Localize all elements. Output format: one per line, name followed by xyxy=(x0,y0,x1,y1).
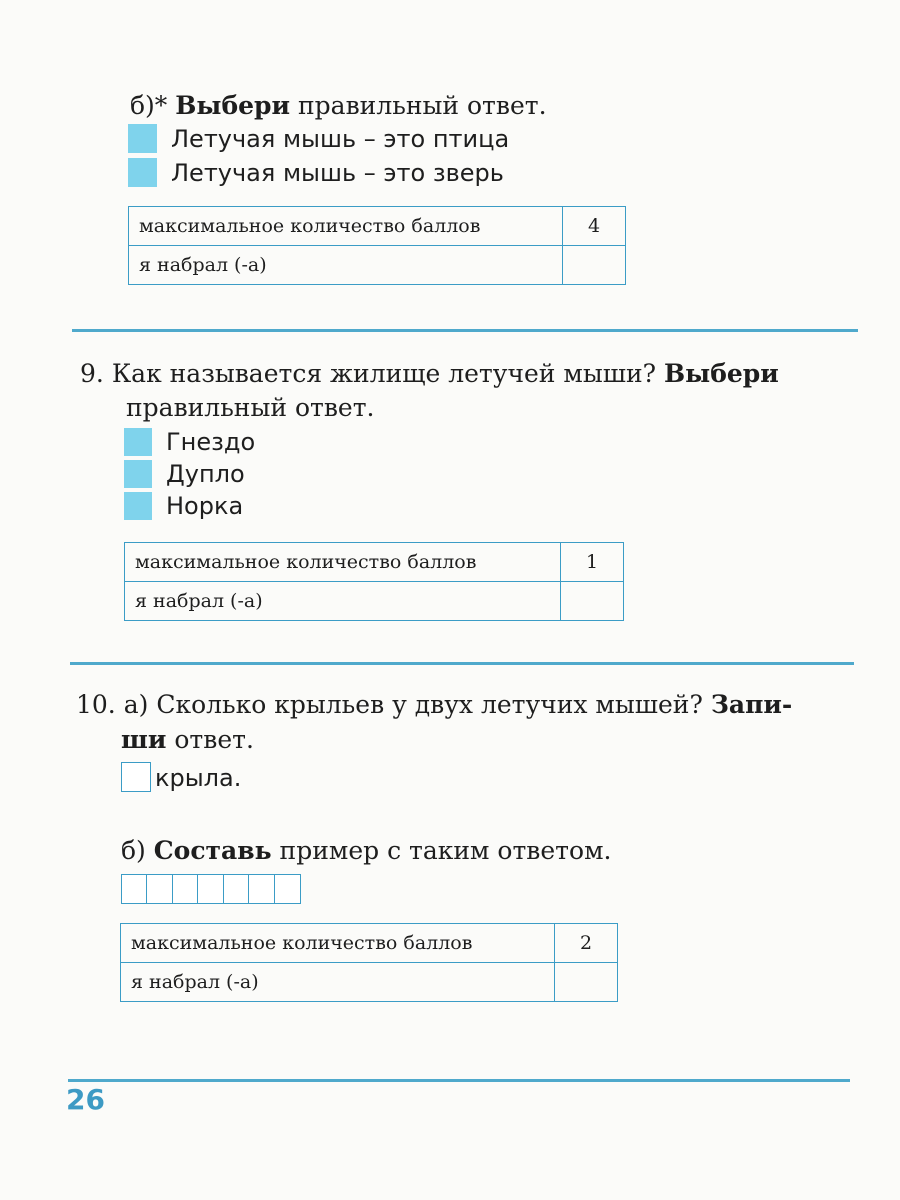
q9-heading xyxy=(80,356,860,392)
answer-cell[interactable] xyxy=(223,874,250,904)
checkbox[interactable] xyxy=(128,158,157,187)
answer-cell[interactable] xyxy=(172,874,199,904)
page-number: 26 xyxy=(66,1083,105,1116)
option-label: Дупло xyxy=(166,460,245,488)
q9-bold-instruction: Выбери xyxy=(664,359,779,388)
q8b-option-1[interactable] xyxy=(128,124,509,153)
max-score-label: максимальное количество баллов xyxy=(129,207,563,246)
earned-score-label: я набрал (-а) xyxy=(129,246,563,285)
q10b-instruction: пример с таким ответом. xyxy=(279,836,612,865)
answer-box[interactable] xyxy=(121,762,151,792)
q10a-instruction: ответ. xyxy=(174,725,254,754)
q10a-label: а) xyxy=(123,690,149,719)
earned-score-field[interactable] xyxy=(561,582,624,621)
q10-number: 10. xyxy=(76,690,116,719)
q10a-question: Сколько крыльев у двух летучих мышей? xyxy=(156,690,703,719)
answer-cell[interactable] xyxy=(121,874,148,904)
checkbox[interactable] xyxy=(124,428,152,456)
checkbox[interactable] xyxy=(128,124,157,153)
max-score-value: 2 xyxy=(555,924,618,963)
footer-divider xyxy=(68,1079,850,1082)
q9-option-2[interactable] xyxy=(124,460,245,488)
answer-cell[interactable] xyxy=(274,874,301,904)
example-answer-cells[interactable] xyxy=(122,874,301,904)
q10-score-table xyxy=(120,923,618,1002)
q10a-line2 xyxy=(121,722,254,758)
option-label: Норка xyxy=(166,492,244,520)
q10b-bold-instruction: Составь xyxy=(153,836,272,865)
answer-cell[interactable] xyxy=(197,874,224,904)
earned-score-field[interactable] xyxy=(563,246,626,285)
q9-option-1[interactable] xyxy=(124,428,255,456)
q8b-label: б)* xyxy=(130,91,168,120)
q10a-heading xyxy=(76,687,856,723)
q8b-score-table xyxy=(128,206,626,285)
earned-score-label: я набрал (-а) xyxy=(121,963,555,1002)
section-divider xyxy=(70,662,854,665)
q9-score-table xyxy=(124,542,624,621)
section-divider xyxy=(72,329,858,332)
q9-instruction: правильный ответ. xyxy=(126,393,375,422)
q10a-bold-instruction: Запи- xyxy=(710,690,793,719)
max-score-label: максимальное количество баллов xyxy=(125,543,561,582)
option-label: Летучая мышь – это птица xyxy=(171,124,510,153)
option-label: Гнездо xyxy=(166,428,256,456)
earned-score-field[interactable] xyxy=(555,963,618,1002)
max-score-value: 1 xyxy=(561,543,624,582)
checkbox[interactable] xyxy=(124,460,152,488)
answer-suffix: крыла. xyxy=(155,764,242,792)
q8b-option-2[interactable] xyxy=(128,158,504,187)
q10b-label: б) xyxy=(121,836,146,865)
q9-option-3[interactable] xyxy=(124,492,243,520)
q9-question: Как называется жилище летучей мыши? xyxy=(111,359,657,388)
q10b-heading xyxy=(121,833,611,869)
answer-cell[interactable] xyxy=(248,874,275,904)
q9-number: 9. xyxy=(80,359,104,388)
earned-score-label: я набрал (-а) xyxy=(125,582,561,621)
option-label: Летучая мышь – это зверь xyxy=(171,158,504,187)
answer-cell[interactable] xyxy=(146,874,173,904)
q8b-bold-instruction: Выбери xyxy=(175,91,291,120)
max-score-label: максимальное количество баллов xyxy=(121,924,555,963)
checkbox[interactable] xyxy=(124,492,152,520)
q8b-instruction: правильный ответ. xyxy=(298,91,547,120)
q8b-heading xyxy=(130,88,547,124)
q10a-bold-instruction-end: ши xyxy=(121,725,167,754)
max-score-value: 4 xyxy=(563,207,626,246)
